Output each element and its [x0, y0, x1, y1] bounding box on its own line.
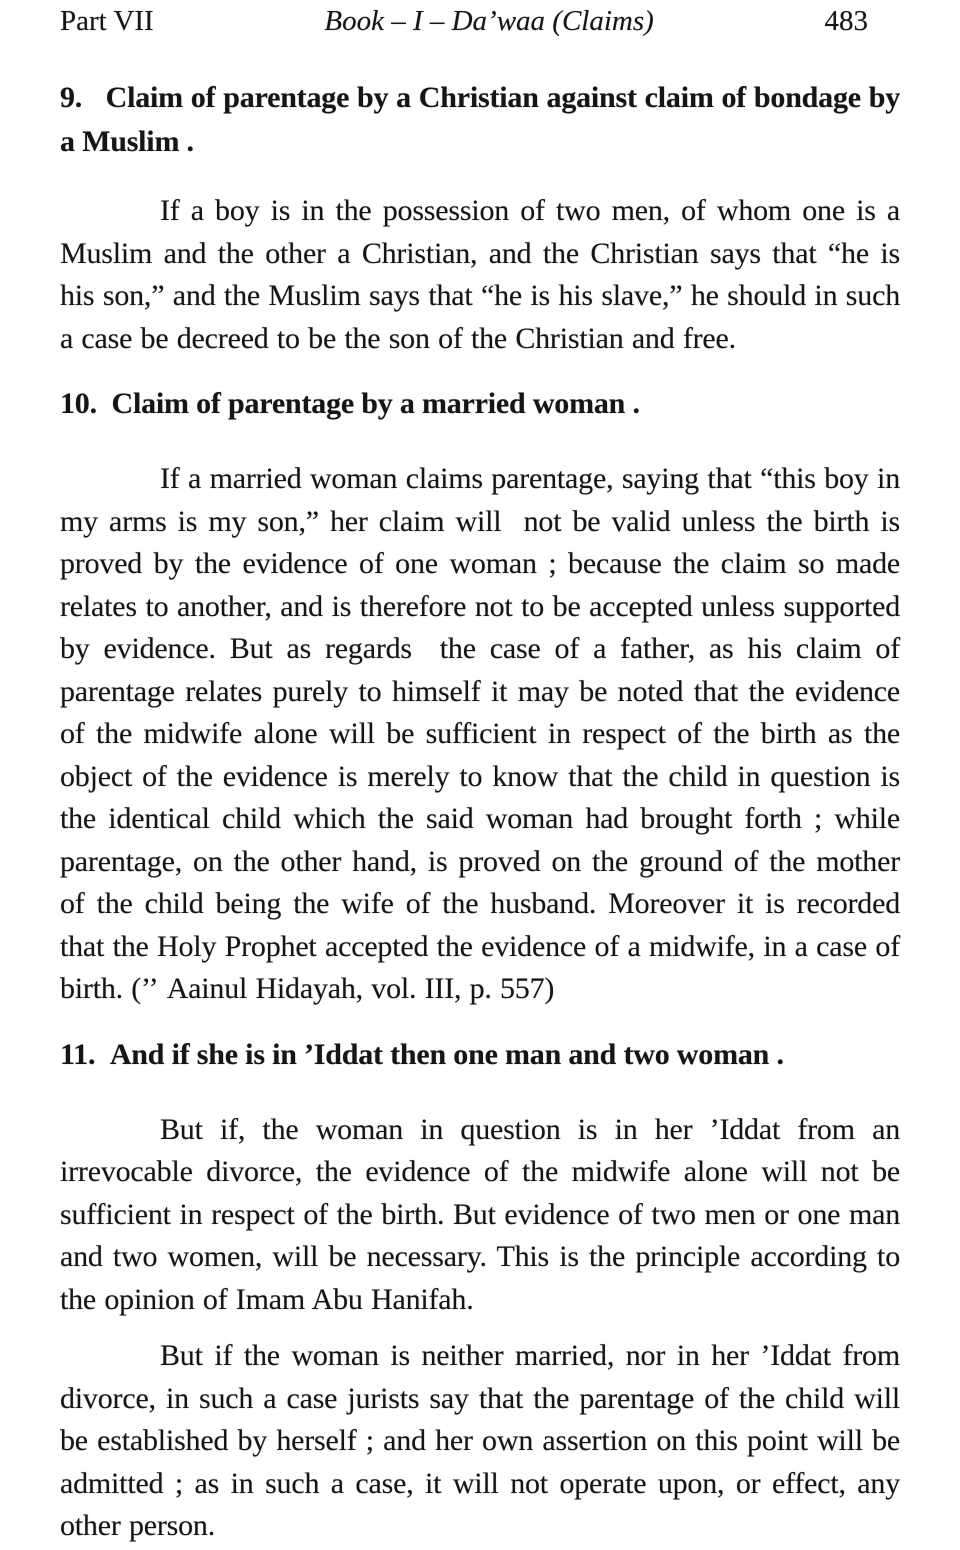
header-book-title: Book – I – Da’waa (Claims) — [324, 5, 654, 37]
section-11-paragraph-2: But if the woman is neither married, nor in her ’Iddat from divorce, in such a case jurists say that the parentage of the child will be established by herself ; and her own assertion on this point will be admitted ; as in such a case, it will not operate upon, or effect, any other person. — [60, 1339, 900, 1542]
section-11-paragraph-1: But if, the woman in question is in her ’Iddat from an irrevocable divorce, the evidence of the midwife alone will not be sufficient in respect of the birth. But evidence of two men or one man and two women, will be necessary. This is the principle according to the opinion of Imam Abu Hanifah. — [60, 1112, 900, 1316]
section-10-heading: 10. Claim of parentage by a married woman . — [60, 387, 640, 420]
header-part-label: Part VII — [60, 5, 154, 37]
section-11-heading: 11. And if she is in ’Iddat then one man and two woman . — [60, 1037, 784, 1071]
section-10-paragraph: If a married woman claims parentage, saying that “this boy in my arms is my son,” her claim will not be valid unless the birth is proved by the evidence of one woman ; because the claim so made relates to another, and is therefore not to be accepted unless supported by evidence. But as regards the case of a father, as his claim of parentage relates purely to himself it may be noted that the evidence of the midwife alone will be sufficient in respect of the birth as the object of the evidence is merely to know that the child in question is the identical child which the said woman had brought forth ; while parentage, on the other hand, is proved on the ground of the mother of the child being the wife of the husband. Moreover it is recorded that the Holy Prophet accepted the evidence of a midwife, in a case of birth. (’’ Aainul Hidayah, vol. III, p. 557) — [60, 462, 900, 1005]
page-number: 483 — [824, 5, 868, 37]
page-header — [60, 5, 900, 38]
section-9-heading: 9. Claim of parentage by a Christian against claim of bondage by a Muslim . — [60, 81, 900, 158]
section-9-paragraph: If a boy is in the possession of two men, of whom one is a Muslim and the other a Christian, and the Christian says that “he is his son,” and the Muslim says that “he is his slave,” he should in such a case be decreed to be the son of the Christian and free. — [60, 194, 900, 355]
